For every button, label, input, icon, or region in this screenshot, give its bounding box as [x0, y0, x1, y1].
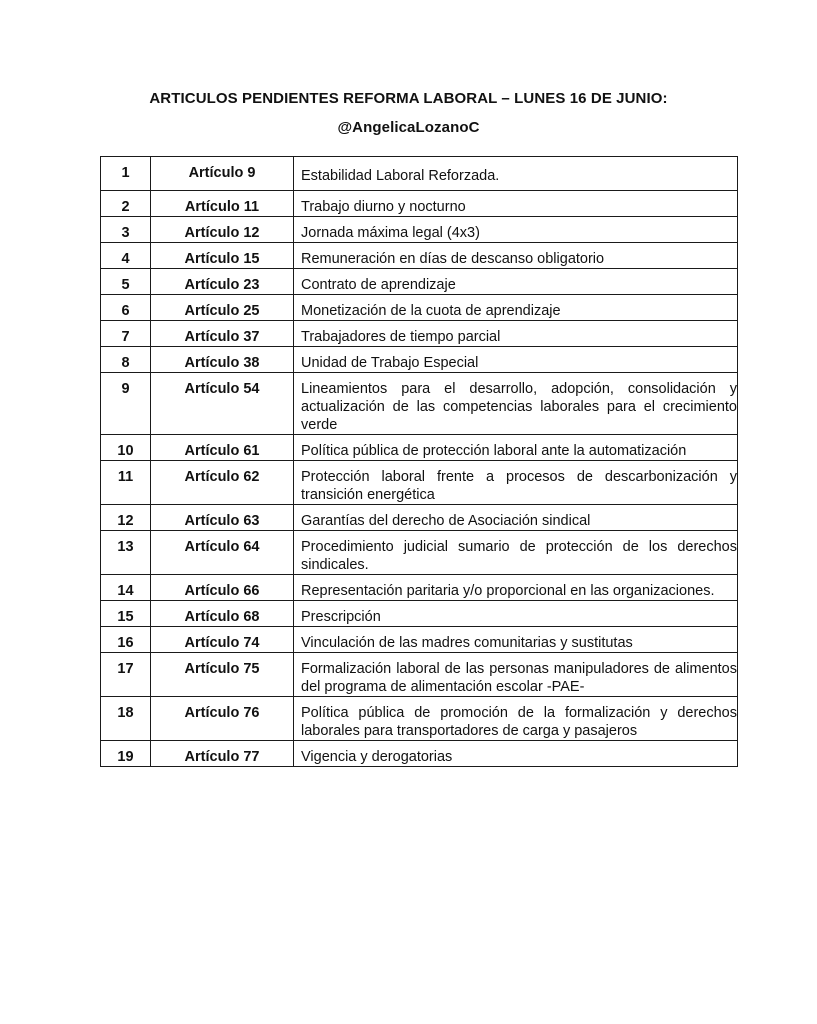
row-number-cell: 3 — [101, 217, 151, 243]
table-row — [101, 347, 738, 373]
table-row — [101, 531, 738, 575]
row-number-cell: 7 — [101, 321, 151, 347]
row-number-cell: 16 — [101, 627, 151, 653]
description-cell: Jornada máxima legal (4x3) — [294, 217, 738, 243]
article-cell: Artículo 25 — [151, 295, 294, 321]
row-number-cell: 13 — [101, 531, 151, 575]
article-cell: Artículo 11 — [151, 191, 294, 217]
description-cell: Prescripción — [294, 601, 738, 627]
article-cell: Artículo 63 — [151, 505, 294, 531]
description-cell: Remuneración en días de descanso obligatorio — [294, 243, 738, 269]
article-cell: Artículo 64 — [151, 531, 294, 575]
row-number-cell: 17 — [101, 653, 151, 697]
article-cell: Artículo 15 — [151, 243, 294, 269]
row-number-cell: 1 — [101, 157, 151, 191]
row-number-cell: 8 — [101, 347, 151, 373]
table-row — [101, 295, 738, 321]
description-cell: Política pública de protección laboral ante la automatización — [294, 435, 738, 461]
description-cell: Vinculación de las madres comunitarias y sustitutas — [294, 627, 738, 653]
description-cell: Trabajo diurno y nocturno — [294, 191, 738, 217]
description-cell: Representación paritaria y/o proporcional en las organizaciones. — [294, 575, 738, 601]
description-cell: Formalización laboral de las personas manipuladores de alimentos del programa de alimentación escolar -PAE- — [294, 653, 738, 697]
articles-table-body — [101, 157, 738, 767]
article-cell: Artículo 77 — [151, 741, 294, 767]
table-row — [101, 627, 738, 653]
table-row — [101, 191, 738, 217]
author-handle: @AngelicaLozanoC — [337, 119, 480, 136]
row-number-cell: 11 — [101, 461, 151, 505]
row-number-cell: 2 — [101, 191, 151, 217]
row-number-cell: 12 — [101, 505, 151, 531]
table-row — [101, 435, 738, 461]
table-row — [101, 269, 738, 295]
article-cell: Artículo 68 — [151, 601, 294, 627]
row-number-cell: 15 — [101, 601, 151, 627]
table-row — [101, 373, 738, 435]
table-row — [101, 741, 738, 767]
document-title: ARTICULOS PENDIENTES REFORMA LABORAL – LUNES 16 DE JUNIO: — [149, 90, 668, 107]
article-cell: Artículo 75 — [151, 653, 294, 697]
table-row — [101, 321, 738, 347]
row-number-cell: 4 — [101, 243, 151, 269]
row-number-cell: 6 — [101, 295, 151, 321]
description-cell: Política pública de promoción de la formalización y derechos laborales para transportadores de carga y pasajeros — [294, 697, 738, 741]
article-cell: Artículo 76 — [151, 697, 294, 741]
article-cell: Artículo 66 — [151, 575, 294, 601]
description-cell: Monetización de la cuota de aprendizaje — [294, 295, 738, 321]
table-row — [101, 601, 738, 627]
table-row — [101, 157, 738, 191]
row-number-cell: 10 — [101, 435, 151, 461]
row-number-cell: 14 — [101, 575, 151, 601]
description-cell: Trabajadores de tiempo parcial — [294, 321, 738, 347]
description-cell: Procedimiento judicial sumario de protección de los derechos sindicales. — [294, 531, 738, 575]
table-row — [101, 217, 738, 243]
table-row — [101, 461, 738, 505]
article-cell: Artículo 9 — [151, 157, 294, 191]
description-cell: Vigencia y derogatorias — [294, 741, 738, 767]
article-cell: Artículo 23 — [151, 269, 294, 295]
description-cell: Garantías del derecho de Asociación sindical — [294, 505, 738, 531]
row-number-cell: 18 — [101, 697, 151, 741]
row-number-cell: 19 — [101, 741, 151, 767]
row-number-cell: 5 — [101, 269, 151, 295]
article-cell: Artículo 61 — [151, 435, 294, 461]
description-cell: Contrato de aprendizaje — [294, 269, 738, 295]
table-row — [101, 243, 738, 269]
article-cell: Artículo 74 — [151, 627, 294, 653]
table-row — [101, 653, 738, 697]
description-cell: Unidad de Trabajo Especial — [294, 347, 738, 373]
articles-table — [100, 156, 738, 767]
description-cell: Lineamientos para el desarrollo, adopción, consolidación y actualización de las competencias laborales para el crecimiento verde — [294, 373, 738, 435]
table-row — [101, 575, 738, 601]
row-number-cell: 9 — [101, 373, 151, 435]
description-cell: Estabilidad Laboral Reforzada. — [294, 157, 738, 191]
article-cell: Artículo 62 — [151, 461, 294, 505]
article-cell: Artículo 12 — [151, 217, 294, 243]
table-row — [101, 505, 738, 531]
table-row — [101, 697, 738, 741]
document-header — [0, 88, 817, 139]
article-cell: Artículo 37 — [151, 321, 294, 347]
article-cell: Artículo 54 — [151, 373, 294, 435]
article-cell: Artículo 38 — [151, 347, 294, 373]
description-cell: Protección laboral frente a procesos de descarbonización y transición energética — [294, 461, 738, 505]
